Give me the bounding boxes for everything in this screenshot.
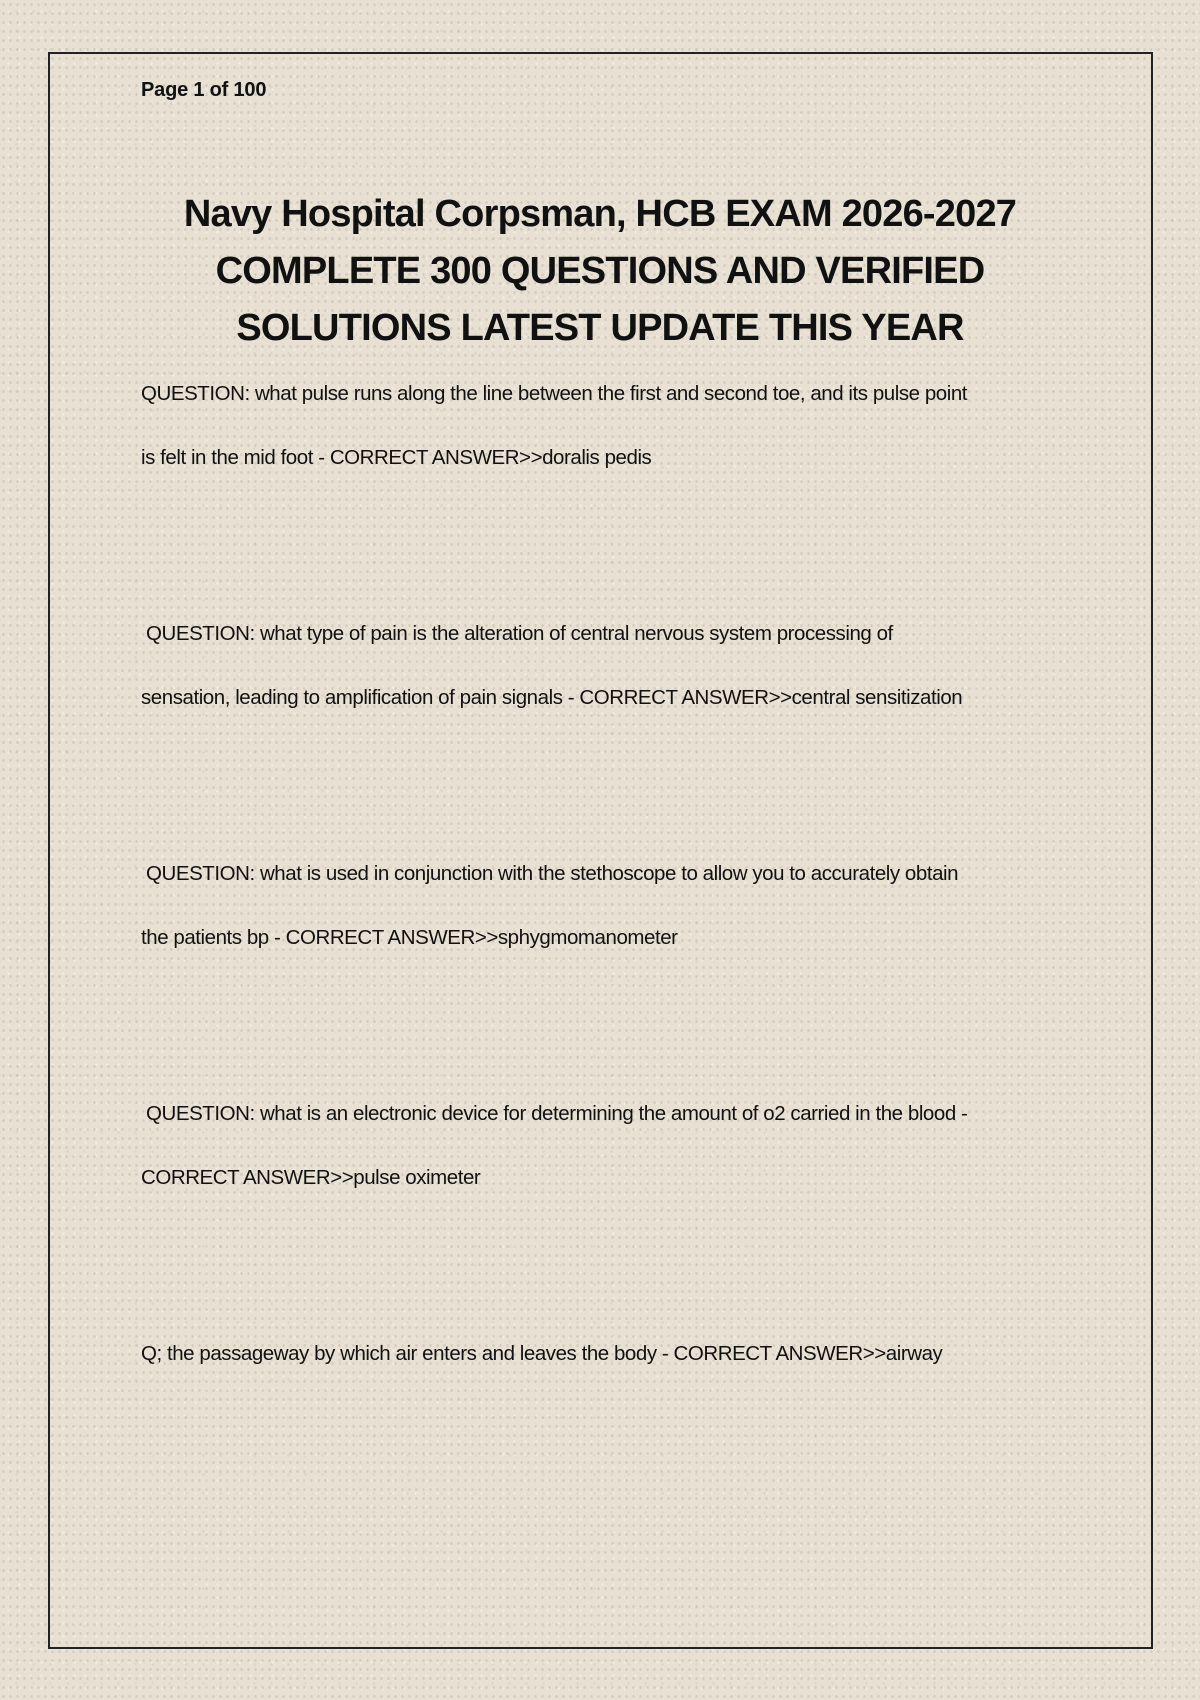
qa-question-line: Q; the passageway by which air enters and leaves the body - CORRECT ANSWER>>airway: [141, 1342, 943, 1365]
title-line-1: Navy Hospital Corpsman, HCB EXAM 2026-2027: [183, 193, 1017, 235]
qa-question-line: QUESTION: what is used in conjunction with the stethoscope to allow you to accurately obtain: [146, 862, 959, 885]
qa-question-line: QUESTION: what pulse runs along the line between the first and second toe, and its pulse point: [141, 382, 968, 405]
qa-item-5: [141, 1322, 1081, 1386]
qa-item-3: [141, 842, 1081, 970]
title-line-3: SOLUTIONS LATEST UPDATE THIS YEAR: [236, 307, 964, 349]
qa-item-2: [141, 602, 1081, 730]
qa-question-line: QUESTION: what type of pain is the alteration of central nervous system processing of: [146, 622, 893, 645]
title-line-2: COMPLETE 300 QUESTIONS AND VERIFIED: [215, 250, 985, 292]
qa-answer-line: is felt in the mid foot - CORRECT ANSWER>>doralis pedis: [141, 446, 652, 469]
page-number: Page 1 of 100: [141, 79, 267, 101]
qa-answer-line: CORRECT ANSWER>>pulse oximeter: [141, 1166, 481, 1189]
qa-answer-line: the patients bp - CORRECT ANSWER>>sphygmomanometer: [141, 926, 678, 949]
qa-answer-line: sensation, leading to amplification of pain signals - CORRECT ANSWER>>central sensitization: [141, 686, 963, 709]
qa-question-line: QUESTION: what is an electronic device for determining the amount of o2 carried in the blood -: [146, 1102, 968, 1125]
qa-item-1: [141, 362, 1081, 490]
qa-item-4: [141, 1082, 1081, 1210]
document-title: [120, 186, 1080, 357]
